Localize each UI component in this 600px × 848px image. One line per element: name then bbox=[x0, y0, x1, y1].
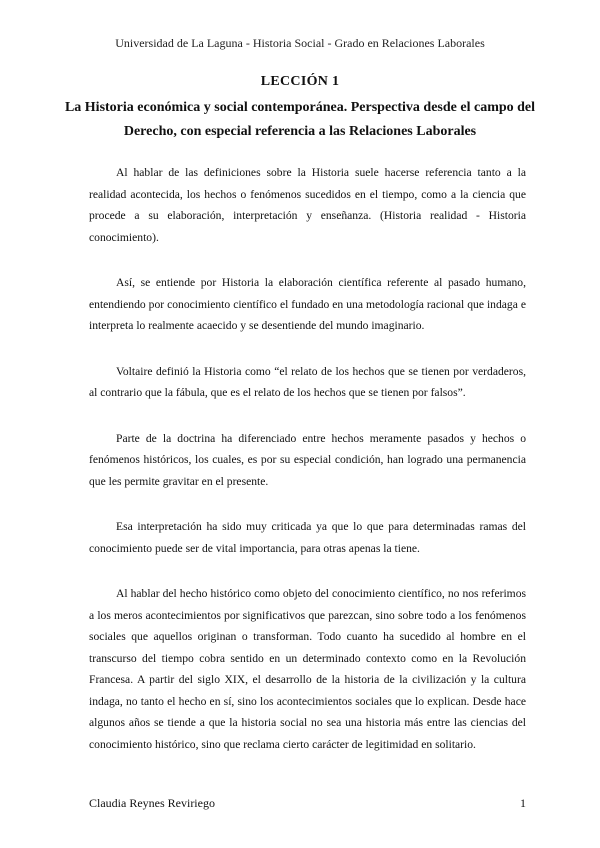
paragraph: Esa interpretación ha sido muy criticada ya que lo que para determinadas ramas del conocimiento puede ser de vital importancia, para otras apenas la tiene. bbox=[89, 520, 526, 555]
paragraph: Al hablar del hecho histórico como objeto del conocimiento científico, no nos referimos a los meros acontecimientos por significativos que parezcan, sino sobre todo a los fenómenos sociales que aquellos originan o transforman. Todo cuanto ha sucedido al hombre en el transcurso del tiempo cobra sentido en un determinado contexto como en la Revolución Francesa. A partir del siglo XIX, el desarrollo de la historia de la civilización y la cultura indaga, no tanto el hecho en sí, sino los acontecimientos sociales que lo explican. Desde hace algunos años se tiende a que la historia social no sea una historia más entre las ciencias del conocimiento histórico, sino que reclama cierto carácter de legitimidad en solitario. bbox=[89, 587, 526, 751]
page-number: 1 bbox=[520, 796, 526, 810]
page-header: Universidad de La Laguna - Historia Social - Grado en Relaciones Laborales bbox=[115, 36, 485, 50]
document-title: La Historia económica y social contemporánea. Perspectiva desde el campo del Derecho, con especial referencia a las Relaciones Laborales bbox=[64, 100, 536, 139]
footer-author: Claudia Reynes Reviriego bbox=[89, 796, 215, 810]
paragraph: Parte de la doctrina ha diferenciado entre hechos meramente pasados y hechos o fenómenos históricos, los cuales, es por su especial condición, han logrado una permanencia que les permite gravitar en el presente. bbox=[89, 431, 526, 488]
paragraph: Al hablar de las definiciones sobre la Historia suele hacerse referencia tanto a la realidad acontecida, los hechos o fenómenos sucedidos en el tiempo, como a la ciencia que procede a su elaboración, interpretación y enseñanza. (Historia realidad - Historia conocimiento). bbox=[89, 166, 526, 244]
document-body bbox=[89, 162, 526, 779]
lesson-heading: LECCIÓN 1 bbox=[260, 74, 340, 89]
paragraph: Así, se entiende por Historia la elaboración científica referente al pasado humano, entendiendo por conocimiento científico el fundado en una metodología racional que indaga e interpreta lo realmente acaecido y se desentiende del mundo imaginario. bbox=[89, 276, 526, 332]
paragraph: Voltaire definió la Historia como “el relato de los hechos que se tienen por verdaderos, al contrario que la fábula, que es el relato de los hechos que se tienen por falsos”. bbox=[89, 364, 526, 399]
